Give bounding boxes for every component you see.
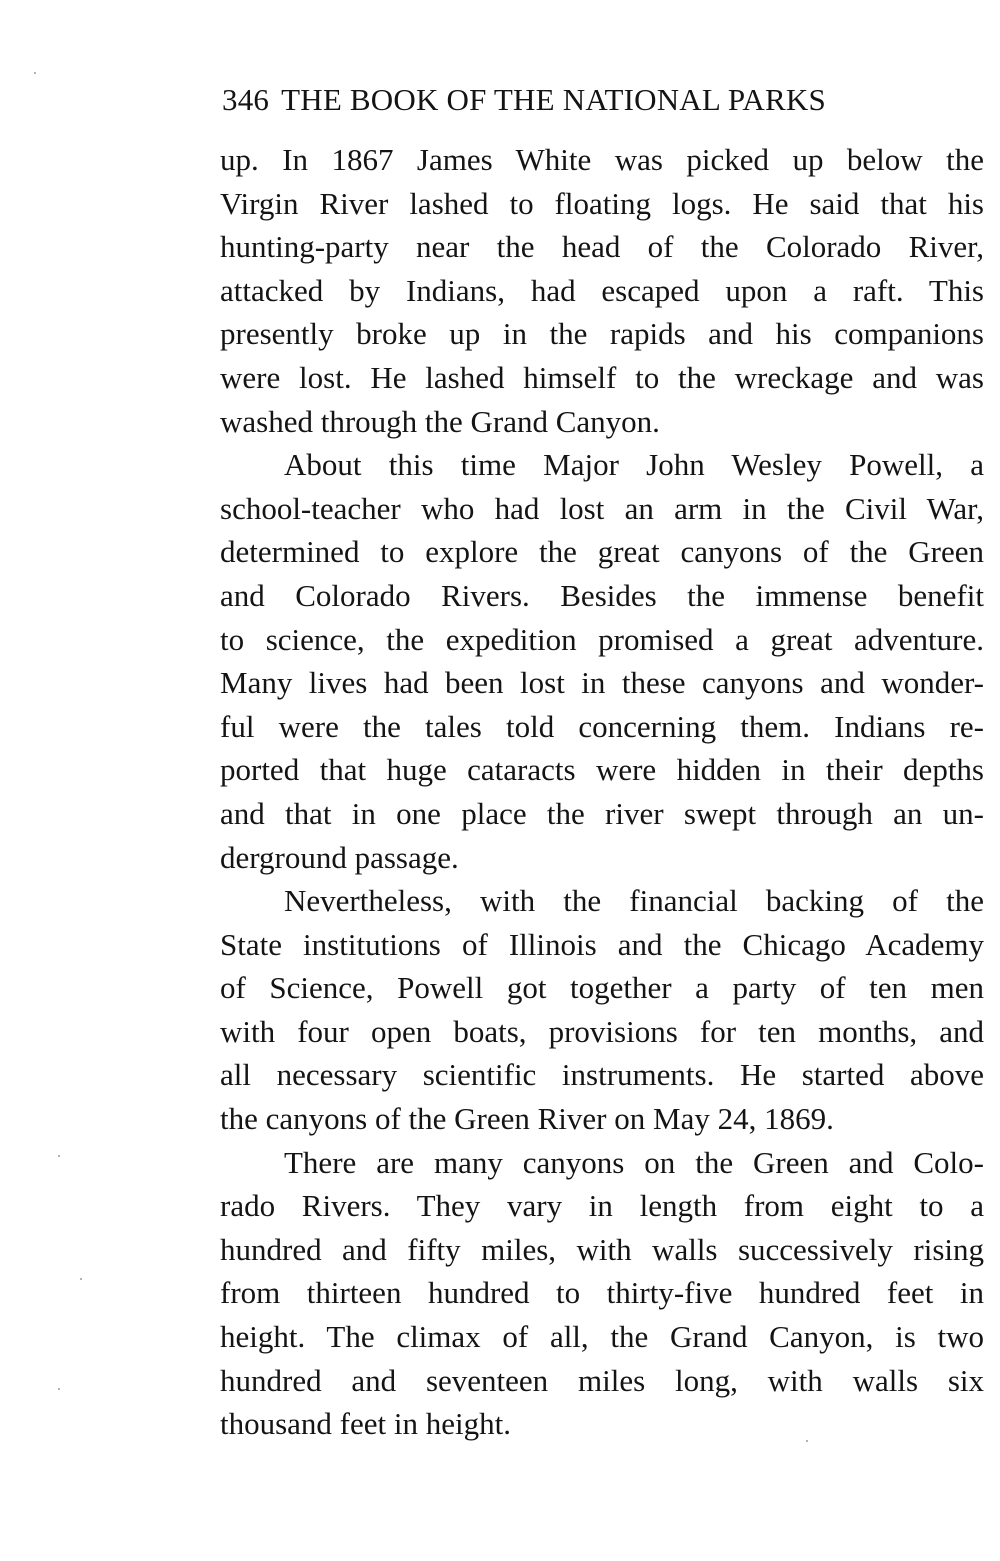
text-line: with four open boats, provisions for ten months, and bbox=[220, 1013, 984, 1049]
paragraph bbox=[220, 879, 984, 1141]
scan-speck bbox=[80, 1278, 82, 1280]
text-line: of Science, Powell got together a party of ten men bbox=[220, 970, 984, 1006]
text-line: thousand feet in height. bbox=[220, 1406, 511, 1442]
text-line: the canyons of the Green River on May 24, 1869. bbox=[220, 1101, 834, 1137]
text-line: from thirteen hundred to thirty-five hundred feet in bbox=[220, 1275, 984, 1311]
body-text bbox=[220, 138, 984, 1446]
text-line: washed through the Grand Canyon. bbox=[220, 403, 660, 439]
text-line: up. In 1867 James White was picked up below the bbox=[220, 142, 984, 177]
text-line: State institutions of Illinois and the Chicago Academy bbox=[220, 926, 984, 962]
text-line: derground passage. bbox=[220, 839, 459, 875]
text-line: hunting-party near the head of the Colorado River, bbox=[220, 229, 984, 265]
text-line: were lost. He lashed himself to the wreckage and was bbox=[220, 359, 984, 395]
scan-speck bbox=[34, 72, 36, 74]
text-line: to science, the expedition promised a great adventure. bbox=[220, 621, 984, 657]
running-title: THE BOOK OF THE NATIONAL PARKS bbox=[281, 82, 826, 117]
text-line: determined to explore the great canyons of the Green bbox=[220, 534, 984, 570]
page-number: 346 bbox=[222, 82, 270, 117]
text-line: About this time Major John Wesley Powell, a bbox=[284, 447, 984, 483]
text-line: and that in one place the river swept through an un- bbox=[220, 795, 984, 831]
text-line: attacked by Indians, had escaped upon a raft. This bbox=[220, 272, 984, 308]
text-line: presently broke up in the rapids and his companions bbox=[220, 316, 984, 352]
scan-speck bbox=[58, 1388, 60, 1390]
text-line: Nevertheless, with the financial backing of the bbox=[284, 883, 984, 919]
scan-speck bbox=[58, 1155, 60, 1157]
text-line: school-teacher who had lost an arm in the Civil War, bbox=[220, 490, 984, 526]
text-line: There are many canyons on the Green and Colo- bbox=[284, 1144, 984, 1180]
text-line: hundred and fifty miles, with walls successively rising bbox=[220, 1231, 984, 1267]
text-line: ful were the tales told concerning them. Indians re- bbox=[220, 708, 984, 744]
paragraph bbox=[220, 138, 984, 443]
scan-speck bbox=[806, 1440, 808, 1442]
text-line: Many lives had been lost in these canyons and wonder- bbox=[220, 665, 984, 701]
paragraph bbox=[220, 1141, 984, 1446]
text-line: height. The climax of all, the Grand Canyon, is two bbox=[220, 1319, 984, 1355]
text-line: rado Rivers. They vary in length from eight to a bbox=[220, 1188, 984, 1224]
running-head bbox=[222, 78, 984, 122]
paragraph bbox=[220, 443, 984, 879]
text-line: and Colorado Rivers. Besides the immense benefit bbox=[220, 577, 984, 613]
text-line: Virgin River lashed to floating logs. He said that his bbox=[220, 185, 984, 221]
text-line: all necessary scientific instruments. He started above bbox=[220, 1057, 984, 1093]
text-line: ported that huge cataracts were hidden in their depths bbox=[220, 752, 984, 788]
text-line: hundred and seventeen miles long, with walls six bbox=[220, 1362, 984, 1398]
